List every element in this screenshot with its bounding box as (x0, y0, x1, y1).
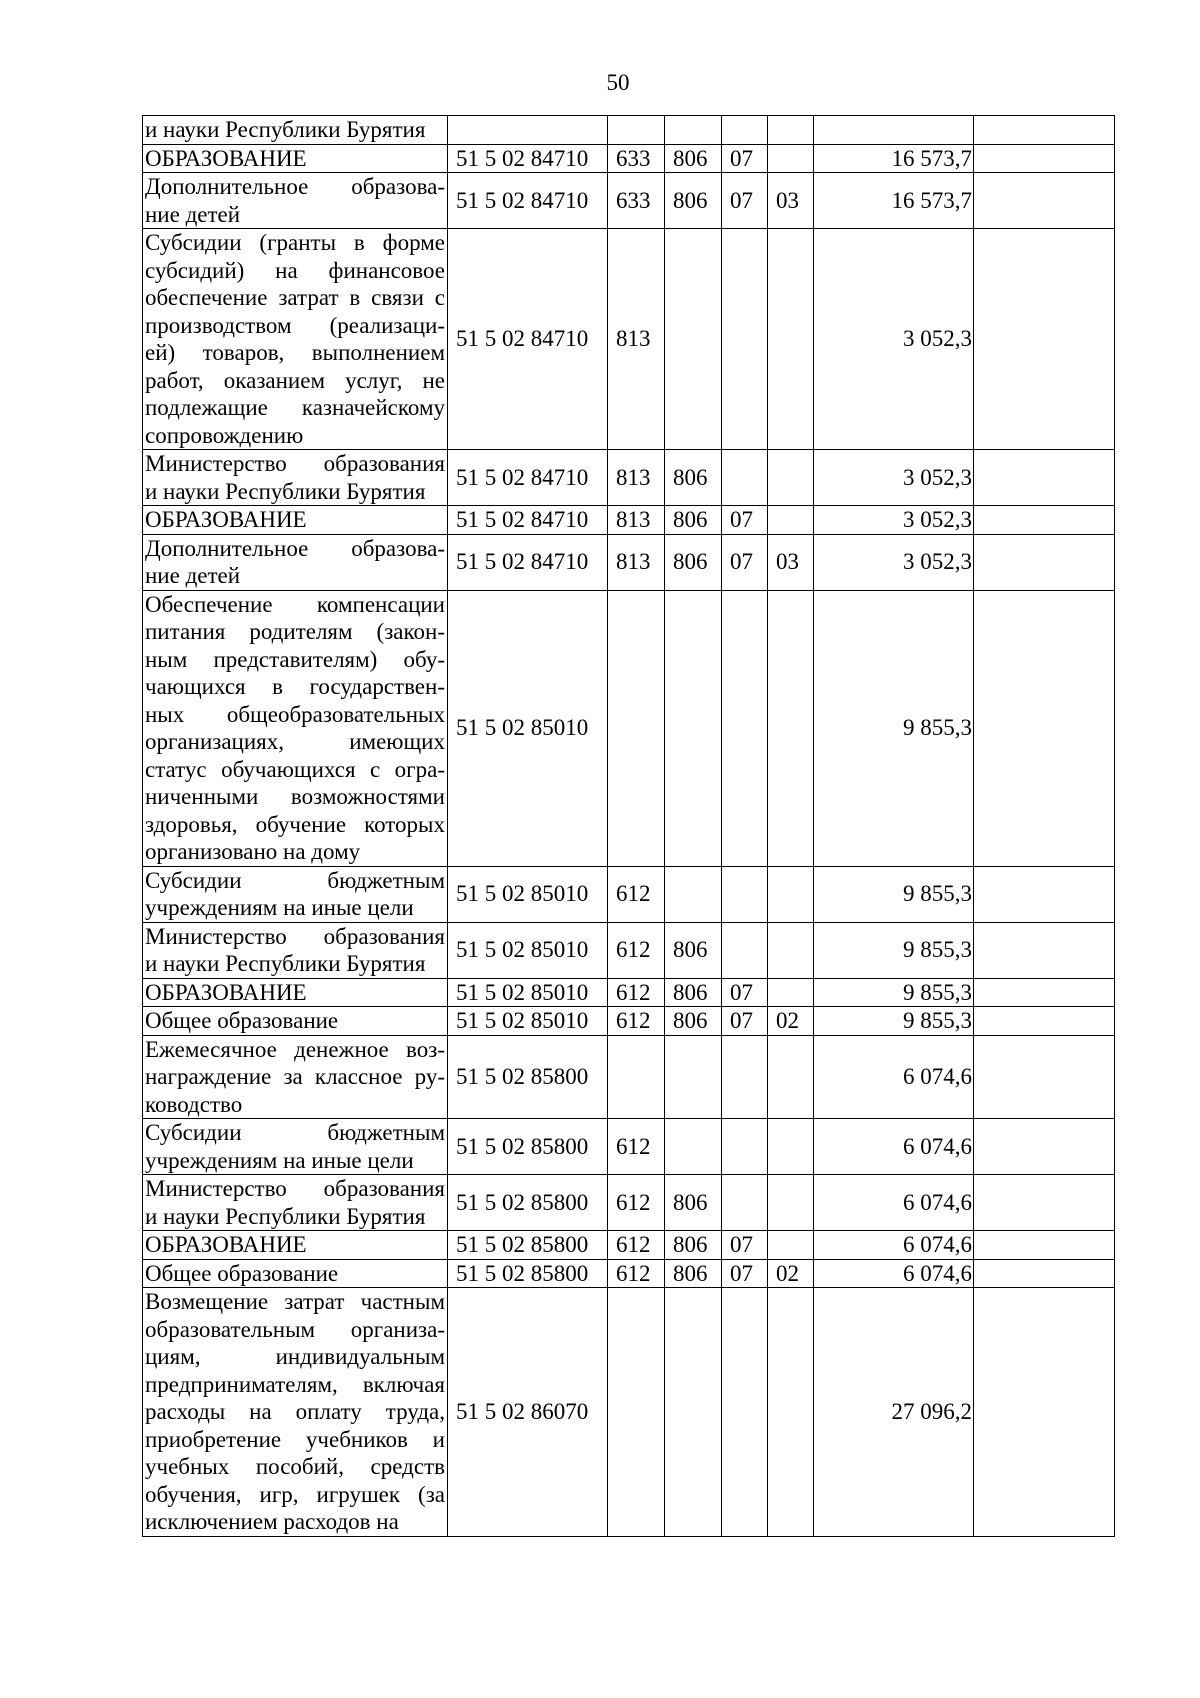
row-name-line: чающихся в государствен- (145, 674, 445, 699)
row-code-cell (448, 116, 608, 145)
row-sum-cell (814, 116, 974, 145)
row-name-line: приобретение учебников и (145, 1426, 445, 1452)
row-name-line: ных общеобразовательных (145, 701, 445, 727)
row-name-line: Общее образование (145, 1260, 339, 1286)
row-name-line: ние детей (145, 201, 241, 227)
row-grbs-cell: 806 (665, 144, 722, 173)
row-name-line: ниченными возможностями (145, 784, 445, 809)
row-name-line: работ, оказанием услуг, не (145, 367, 445, 393)
row-name-line: питания родителям (закон- (145, 619, 445, 644)
row-extra-cell (974, 590, 1115, 866)
row-extra-cell (974, 173, 1115, 229)
row-name-line: циям, индивидуальным (145, 1344, 445, 1369)
row-name-line: ОБРАЗОВАНИЕ (145, 979, 307, 1005)
row-name-cell (143, 1119, 448, 1175)
row-name-cell (143, 506, 448, 535)
row-name-line: ей) товаров, выполнением (145, 340, 445, 365)
row-pr-cell (768, 866, 814, 922)
row-rz-cell (722, 922, 768, 978)
row-code-cell: 51 5 02 85800 (448, 1119, 608, 1175)
row-rz-cell (722, 1119, 768, 1175)
row-extra-cell (974, 1231, 1115, 1260)
row-extra-cell (974, 144, 1115, 173)
row-vr-cell: 612 (608, 1259, 665, 1288)
row-name-line: ОБРАЗОВАНИЕ (145, 145, 307, 171)
row-name-line: и науки Республики Бурятия (145, 117, 426, 142)
table-row (143, 534, 1115, 590)
row-pr-cell: 03 (768, 173, 814, 229)
row-name-cell (143, 229, 448, 450)
row-code-cell: 51 5 02 85010 (448, 866, 608, 922)
row-grbs-cell: 806 (665, 450, 722, 506)
row-pr-cell (768, 922, 814, 978)
row-code-cell: 51 5 02 85800 (448, 1259, 608, 1288)
row-vr-cell: 612 (608, 1119, 665, 1175)
row-vr-cell: 612 (608, 1231, 665, 1260)
row-sum-cell: 16 573,7 (814, 144, 974, 173)
row-name-line: субсидий) на финансовое (145, 257, 445, 283)
row-pr-cell (768, 978, 814, 1007)
row-name-line: обеспечение затрат в связи с (145, 285, 445, 310)
row-name-cell (143, 144, 448, 173)
row-name-line: обучения, игр, игрушек (за (145, 1481, 445, 1507)
row-name-cell (143, 1007, 448, 1036)
row-pr-cell (768, 1035, 814, 1119)
row-vr-cell: 633 (608, 144, 665, 173)
table-row (143, 144, 1115, 173)
row-extra-cell (974, 506, 1115, 535)
row-grbs-cell: 806 (665, 1175, 722, 1231)
row-name-line: учебных пособий, средств (145, 1454, 445, 1479)
row-grbs-cell: 806 (665, 978, 722, 1007)
row-extra-cell (974, 1035, 1115, 1119)
row-name-cell (143, 1259, 448, 1288)
row-sum-cell: 27 096,2 (814, 1288, 974, 1537)
table-row (143, 1288, 1115, 1537)
row-grbs-cell: 806 (665, 173, 722, 229)
row-extra-cell (974, 1119, 1115, 1175)
table-row (143, 590, 1115, 866)
row-sum-cell: 9 855,3 (814, 866, 974, 922)
row-name-line: ным представителям) обу- (145, 646, 445, 672)
row-sum-cell: 9 855,3 (814, 978, 974, 1007)
row-vr-cell: 612 (608, 978, 665, 1007)
row-extra-cell (974, 1288, 1115, 1537)
row-pr-cell (768, 450, 814, 506)
row-name-cell (143, 978, 448, 1007)
row-name-line: Дополнительное образова- (145, 535, 445, 561)
row-code-cell: 51 5 02 85010 (448, 1007, 608, 1036)
row-pr-cell (768, 116, 814, 145)
row-grbs-cell: 806 (665, 922, 722, 978)
row-pr-cell: 03 (768, 534, 814, 590)
row-name-line: исключением расходов на (145, 1509, 399, 1534)
row-name-line: расходы на оплату труда, (145, 1399, 445, 1424)
row-extra-cell (974, 534, 1115, 590)
row-name-line: учреждениям на иные цели (145, 895, 414, 920)
row-name-line: Возмещение затрат частным (145, 1289, 445, 1314)
row-sum-cell: 3 052,3 (814, 506, 974, 535)
row-vr-cell: 612 (608, 866, 665, 922)
row-sum-cell: 6 074,6 (814, 1119, 974, 1175)
row-sum-cell: 6 074,6 (814, 1175, 974, 1231)
table-row (143, 1231, 1115, 1260)
row-name-cell (143, 590, 448, 866)
row-extra-cell (974, 1259, 1115, 1288)
row-name-line: ководство (145, 1091, 243, 1117)
row-name-line: организовано на дому (145, 839, 361, 864)
row-rz-cell (722, 1035, 768, 1119)
row-name-line: Субсидии бюджетным (145, 1120, 445, 1145)
row-sum-cell: 16 573,7 (814, 173, 974, 229)
row-grbs-cell: 806 (665, 1259, 722, 1288)
row-pr-cell (768, 1175, 814, 1231)
table-row (143, 450, 1115, 506)
row-name-cell (143, 1231, 448, 1260)
row-name-line: Субсидии (гранты в форме (145, 230, 445, 255)
row-vr-cell (608, 590, 665, 866)
row-extra-cell (974, 866, 1115, 922)
row-name-line: и науки Республики Бурятия (145, 478, 426, 504)
row-extra-cell (974, 978, 1115, 1007)
row-rz-cell: 07 (722, 1007, 768, 1036)
row-rz-cell (722, 450, 768, 506)
row-sum-cell: 9 855,3 (814, 922, 974, 978)
row-grbs-cell (665, 590, 722, 866)
row-grbs-cell (665, 1035, 722, 1119)
row-name-line: предпринимателям, включая (145, 1371, 445, 1397)
row-pr-cell (768, 1231, 814, 1260)
row-extra-cell (974, 1007, 1115, 1036)
row-vr-cell: 633 (608, 173, 665, 229)
row-extra-cell (974, 229, 1115, 450)
row-pr-cell: 02 (768, 1259, 814, 1288)
row-name-cell (143, 1175, 448, 1231)
budget-table (142, 115, 1115, 1537)
row-code-cell: 51 5 02 84710 (448, 506, 608, 535)
page-number: 50 (606, 70, 630, 95)
row-pr-cell (768, 144, 814, 173)
row-name-line: ОБРАЗОВАНИЕ (145, 1232, 307, 1257)
row-name-line: ОБРАЗОВАНИЕ (145, 507, 307, 532)
row-name-line: Обеспечение компенсации (145, 591, 445, 617)
row-vr-cell (608, 1288, 665, 1537)
row-rz-cell (722, 1288, 768, 1537)
row-name-cell (143, 450, 448, 506)
row-code-cell: 51 5 02 85010 (448, 978, 608, 1007)
row-name-line: Дополнительное образова- (145, 174, 445, 199)
row-pr-cell (768, 229, 814, 450)
table-row (143, 229, 1115, 450)
row-rz-cell: 07 (722, 978, 768, 1007)
table-row (143, 1035, 1115, 1119)
row-sum-cell: 6 074,6 (814, 1035, 974, 1119)
row-name-cell (143, 866, 448, 922)
row-name-cell (143, 173, 448, 229)
row-grbs-cell: 806 (665, 1231, 722, 1260)
row-name-line: Министерство образования (145, 923, 445, 949)
row-code-cell: 51 5 02 85800 (448, 1231, 608, 1260)
row-name-line: ние детей (145, 563, 241, 588)
row-vr-cell: 612 (608, 1175, 665, 1231)
row-code-cell: 51 5 02 86070 (448, 1288, 608, 1537)
row-rz-cell (722, 229, 768, 450)
row-extra-cell (974, 116, 1115, 145)
row-name-cell (143, 534, 448, 590)
row-extra-cell (974, 450, 1115, 506)
table-row (143, 116, 1115, 145)
row-name-line: производством (реализаци- (145, 312, 445, 338)
row-name-line: Общее образование (145, 1008, 339, 1033)
row-sum-cell: 6 074,6 (814, 1231, 974, 1260)
table-row (143, 506, 1115, 535)
row-pr-cell (768, 506, 814, 535)
row-grbs-cell (665, 116, 722, 145)
row-extra-cell (974, 1175, 1115, 1231)
row-rz-cell: 07 (722, 506, 768, 535)
row-sum-cell: 9 855,3 (814, 590, 974, 866)
row-sum-cell: 6 074,6 (814, 1259, 974, 1288)
row-name-line: и науки Республики Бурятия (145, 1203, 426, 1229)
row-name-line: и науки Республики Бурятия (145, 951, 426, 976)
row-name-line: Министерство образования (145, 451, 445, 476)
row-vr-cell: 612 (608, 1007, 665, 1036)
row-vr-cell (608, 1035, 665, 1119)
row-code-cell: 51 5 02 85800 (448, 1175, 608, 1231)
row-vr-cell: 612 (608, 922, 665, 978)
table-row (143, 1175, 1115, 1231)
row-code-cell: 51 5 02 84710 (448, 450, 608, 506)
row-rz-cell: 07 (722, 534, 768, 590)
row-pr-cell (768, 1119, 814, 1175)
table-row (143, 1119, 1115, 1175)
row-vr-cell: 813 (608, 534, 665, 590)
row-rz-cell: 07 (722, 1259, 768, 1288)
row-vr-cell (608, 116, 665, 145)
row-name-line: статус обучающихся с огра- (145, 756, 445, 782)
table-row (143, 1259, 1115, 1288)
table-row (143, 922, 1115, 978)
row-name-line: Министерство образования (145, 1176, 445, 1201)
row-code-cell: 51 5 02 84710 (448, 534, 608, 590)
row-sum-cell: 3 052,3 (814, 229, 974, 450)
row-name-line: учреждениям на иные цели (145, 1147, 414, 1173)
row-sum-cell: 3 052,3 (814, 534, 974, 590)
row-grbs-cell (665, 229, 722, 450)
row-name-line: сопровождению (145, 422, 304, 448)
row-grbs-cell: 806 (665, 506, 722, 535)
row-rz-cell: 07 (722, 1231, 768, 1260)
row-grbs-cell (665, 866, 722, 922)
row-grbs-cell: 806 (665, 534, 722, 590)
table-row (143, 978, 1115, 1007)
row-pr-cell (768, 1288, 814, 1537)
row-grbs-cell (665, 1288, 722, 1537)
row-rz-cell: 07 (722, 144, 768, 173)
row-name-cell (143, 116, 448, 145)
row-name-cell (143, 1288, 448, 1537)
row-rz-cell (722, 866, 768, 922)
row-name-line: образовательным организа- (145, 1316, 445, 1342)
row-name-cell (143, 922, 448, 978)
table-row (143, 866, 1115, 922)
row-code-cell: 51 5 02 84710 (448, 144, 608, 173)
row-rz-cell (722, 116, 768, 145)
row-name-line: Субсидии бюджетным (145, 867, 445, 893)
row-grbs-cell: 806 (665, 1007, 722, 1036)
row-code-cell: 51 5 02 84710 (448, 229, 608, 450)
row-rz-cell (722, 1175, 768, 1231)
row-code-cell: 51 5 02 84710 (448, 173, 608, 229)
row-name-line: награждение за классное ру- (145, 1064, 445, 1089)
row-code-cell: 51 5 02 85800 (448, 1035, 608, 1119)
row-vr-cell: 813 (608, 450, 665, 506)
row-name-line: Ежемесячное денежное воз- (145, 1036, 445, 1062)
row-name-line: подлежащие казначейскому (145, 395, 445, 420)
row-sum-cell: 9 855,3 (814, 1007, 974, 1036)
row-grbs-cell (665, 1119, 722, 1175)
table-row (143, 1007, 1115, 1036)
row-vr-cell: 813 (608, 229, 665, 450)
row-vr-cell: 813 (608, 506, 665, 535)
row-sum-cell: 3 052,3 (814, 450, 974, 506)
table-row (143, 173, 1115, 229)
table-body (143, 116, 1115, 1537)
row-code-cell: 51 5 02 85010 (448, 922, 608, 978)
row-rz-cell: 07 (722, 173, 768, 229)
row-pr-cell (768, 590, 814, 866)
row-name-cell (143, 1035, 448, 1119)
row-code-cell: 51 5 02 85010 (448, 590, 608, 866)
row-pr-cell: 02 (768, 1007, 814, 1036)
row-name-line: здоровья, обучение которых (145, 811, 445, 837)
row-name-line: организациях, имеющих (145, 729, 445, 754)
row-rz-cell (722, 590, 768, 866)
row-extra-cell (974, 922, 1115, 978)
